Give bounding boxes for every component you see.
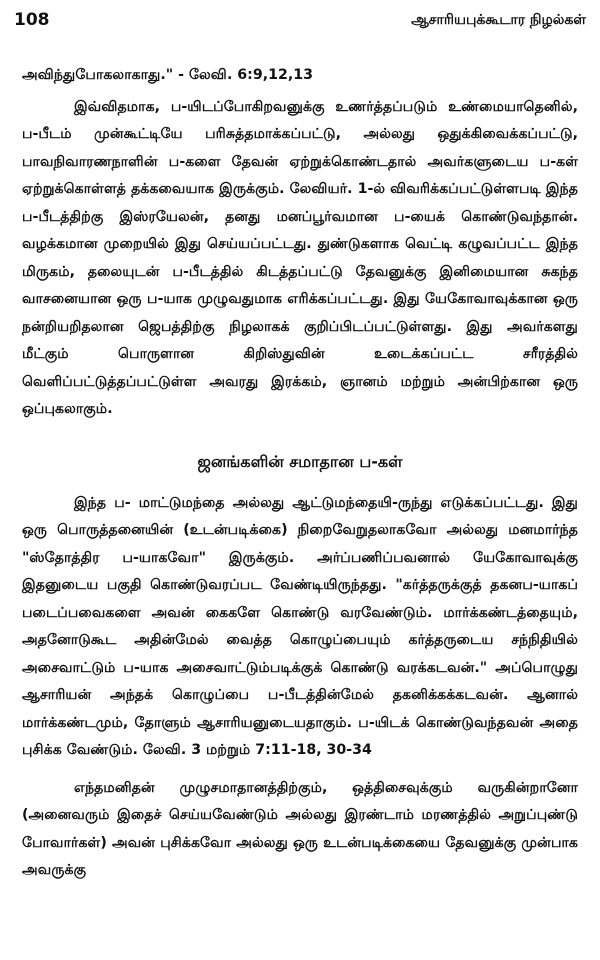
running-head: ஆசாரியபுக்கூடார நிழல்கள் — [411, 12, 586, 28]
section-heading: ஜனங்களின் சமாதான ப-கள் — [197, 451, 403, 471]
page-number: 108 — [14, 10, 50, 30]
paragraph-peace-offerings: இந்த ப- மாட்டுமந்தை அல்லது ஆட்டுமந்தையி-ருந்து எடுக்கப்பட்டது. இது ஒரு பொருத்தனையின் (உடன்படிக்கை) நிறைவேறுதலாகவோ அல்லது மனமார்ந்த "ஸ்தோத்திர ப-யாகவோ" இருக்கும். அர்ப்பணிப்பவனால் யேகோவாவுக்கு இதனுடைய பகுதி கொண்டுவரப்பட வேண்டியிருந்தது. "கர்த்தருக்குத் தகனப-யாகப் படைப்பவைகளை அவன் கைகளே கொண்டு வரவேண்டும். மார்க்கண்டத்தையும், அதனோடுகூட அதின்மேல் வைத்த கொழுப்பையும் கர்த்தருடைய சந்நிதியில் அசைவாட்டும் ப-யாக அசைவாட்டும்படிக்குக் கொண்டு வரக்கடவன்." அப்பொழுது ஆசாரியன் அந்தக் கொழுப்பை ப-பீடத்தின்மேல் தகனிக்கக்கடவன். ஆனால் மார்க்கண்டமும், தோளும் ஆசாரியனுடையதாகும். ப-யிடக் கொண்டுவந்தவன் அதை புசிக்க வேண்டும். லேவி. 3 மற்றும் 7:11-18, 30-34 — [22, 494, 578, 758]
page-body — [22, 62, 578, 885]
paragraph-burnt-offering: இவ்விதமாக, ப-யிடப்போகிறவனுக்கு உணர்த்தப்படும் உண்மையாதெனில், ப-பீடம் முன்கூட்டியே பரிசுத்தமாக்கப்பட்டு, அல்லது ஒதுக்கிவைக்கப்பட்டு, பாவநிவாரணநாளின் ப-களை தேவன் ஏற்றுக்கொண்டதால் அவர்களுடைய ப-கள் ஏற்றுக்கொள்ளத் தக்கவையாக இருக்கும். லேவியர். 1-ல் விவரிக்கப்பட்டுள்ளபடி இந்த ப-பீடத்திற்கு இஸ்ரயேலன், தனது மனப்பூர்வமான ப-யைக் கொண்டுவந்தான். வழக்கமான முறையில் இது செய்யப்பட்டது. துண்டுகளாக வெட்டி கழுவப்பட்ட இந்த மிருகம், தலையுடன் ப-பீடத்தில் கிடத்தப்பட்டு தேவனுக்கு இனிமையான சுகந்த வாசனையான ஒரு ப-யாக முழுவதுமாக எரிக்கப்பட்டது. இது யேகோவாவுக்கான ஒரு நன்றியறிதலான ஜெபத்திற்கு நிழலாகக் குறிப்பிடப்பட்டுள்ளது. இது அவர்களது மீட்கும் பொருளான கிறிஸ்துவின் உடைக்கப்பட்ட சரீரத்தில் வெளிப்பட்டுத்தப்பட்டுள்ள அவரது இரக்கம், ஞானம் மற்றும் அன்பிற்கான ஒரு ஒப்புகலாகும். — [22, 98, 578, 417]
paragraph-covenant: எந்தமனிதன் முழுசமாதானத்திற்கும், ஒத்திசைவுக்கும் வருகின்றானோ (அனைவரும் இதைச் செய்யவேண்டும் அல்லது இரண்டாம் மரணத்தில் அறுப்புண்டு போவார்கள்) அவன் புசிக்கவோ அல்லது ஒரு உடன்படிக்கையை தேவனுக்கு முன்பாக அவருக்கு — [22, 779, 578, 878]
scripture-reference-line: அவிந்துபோகலாகாது." - லேவி. 6:9,12,13 — [22, 67, 313, 83]
